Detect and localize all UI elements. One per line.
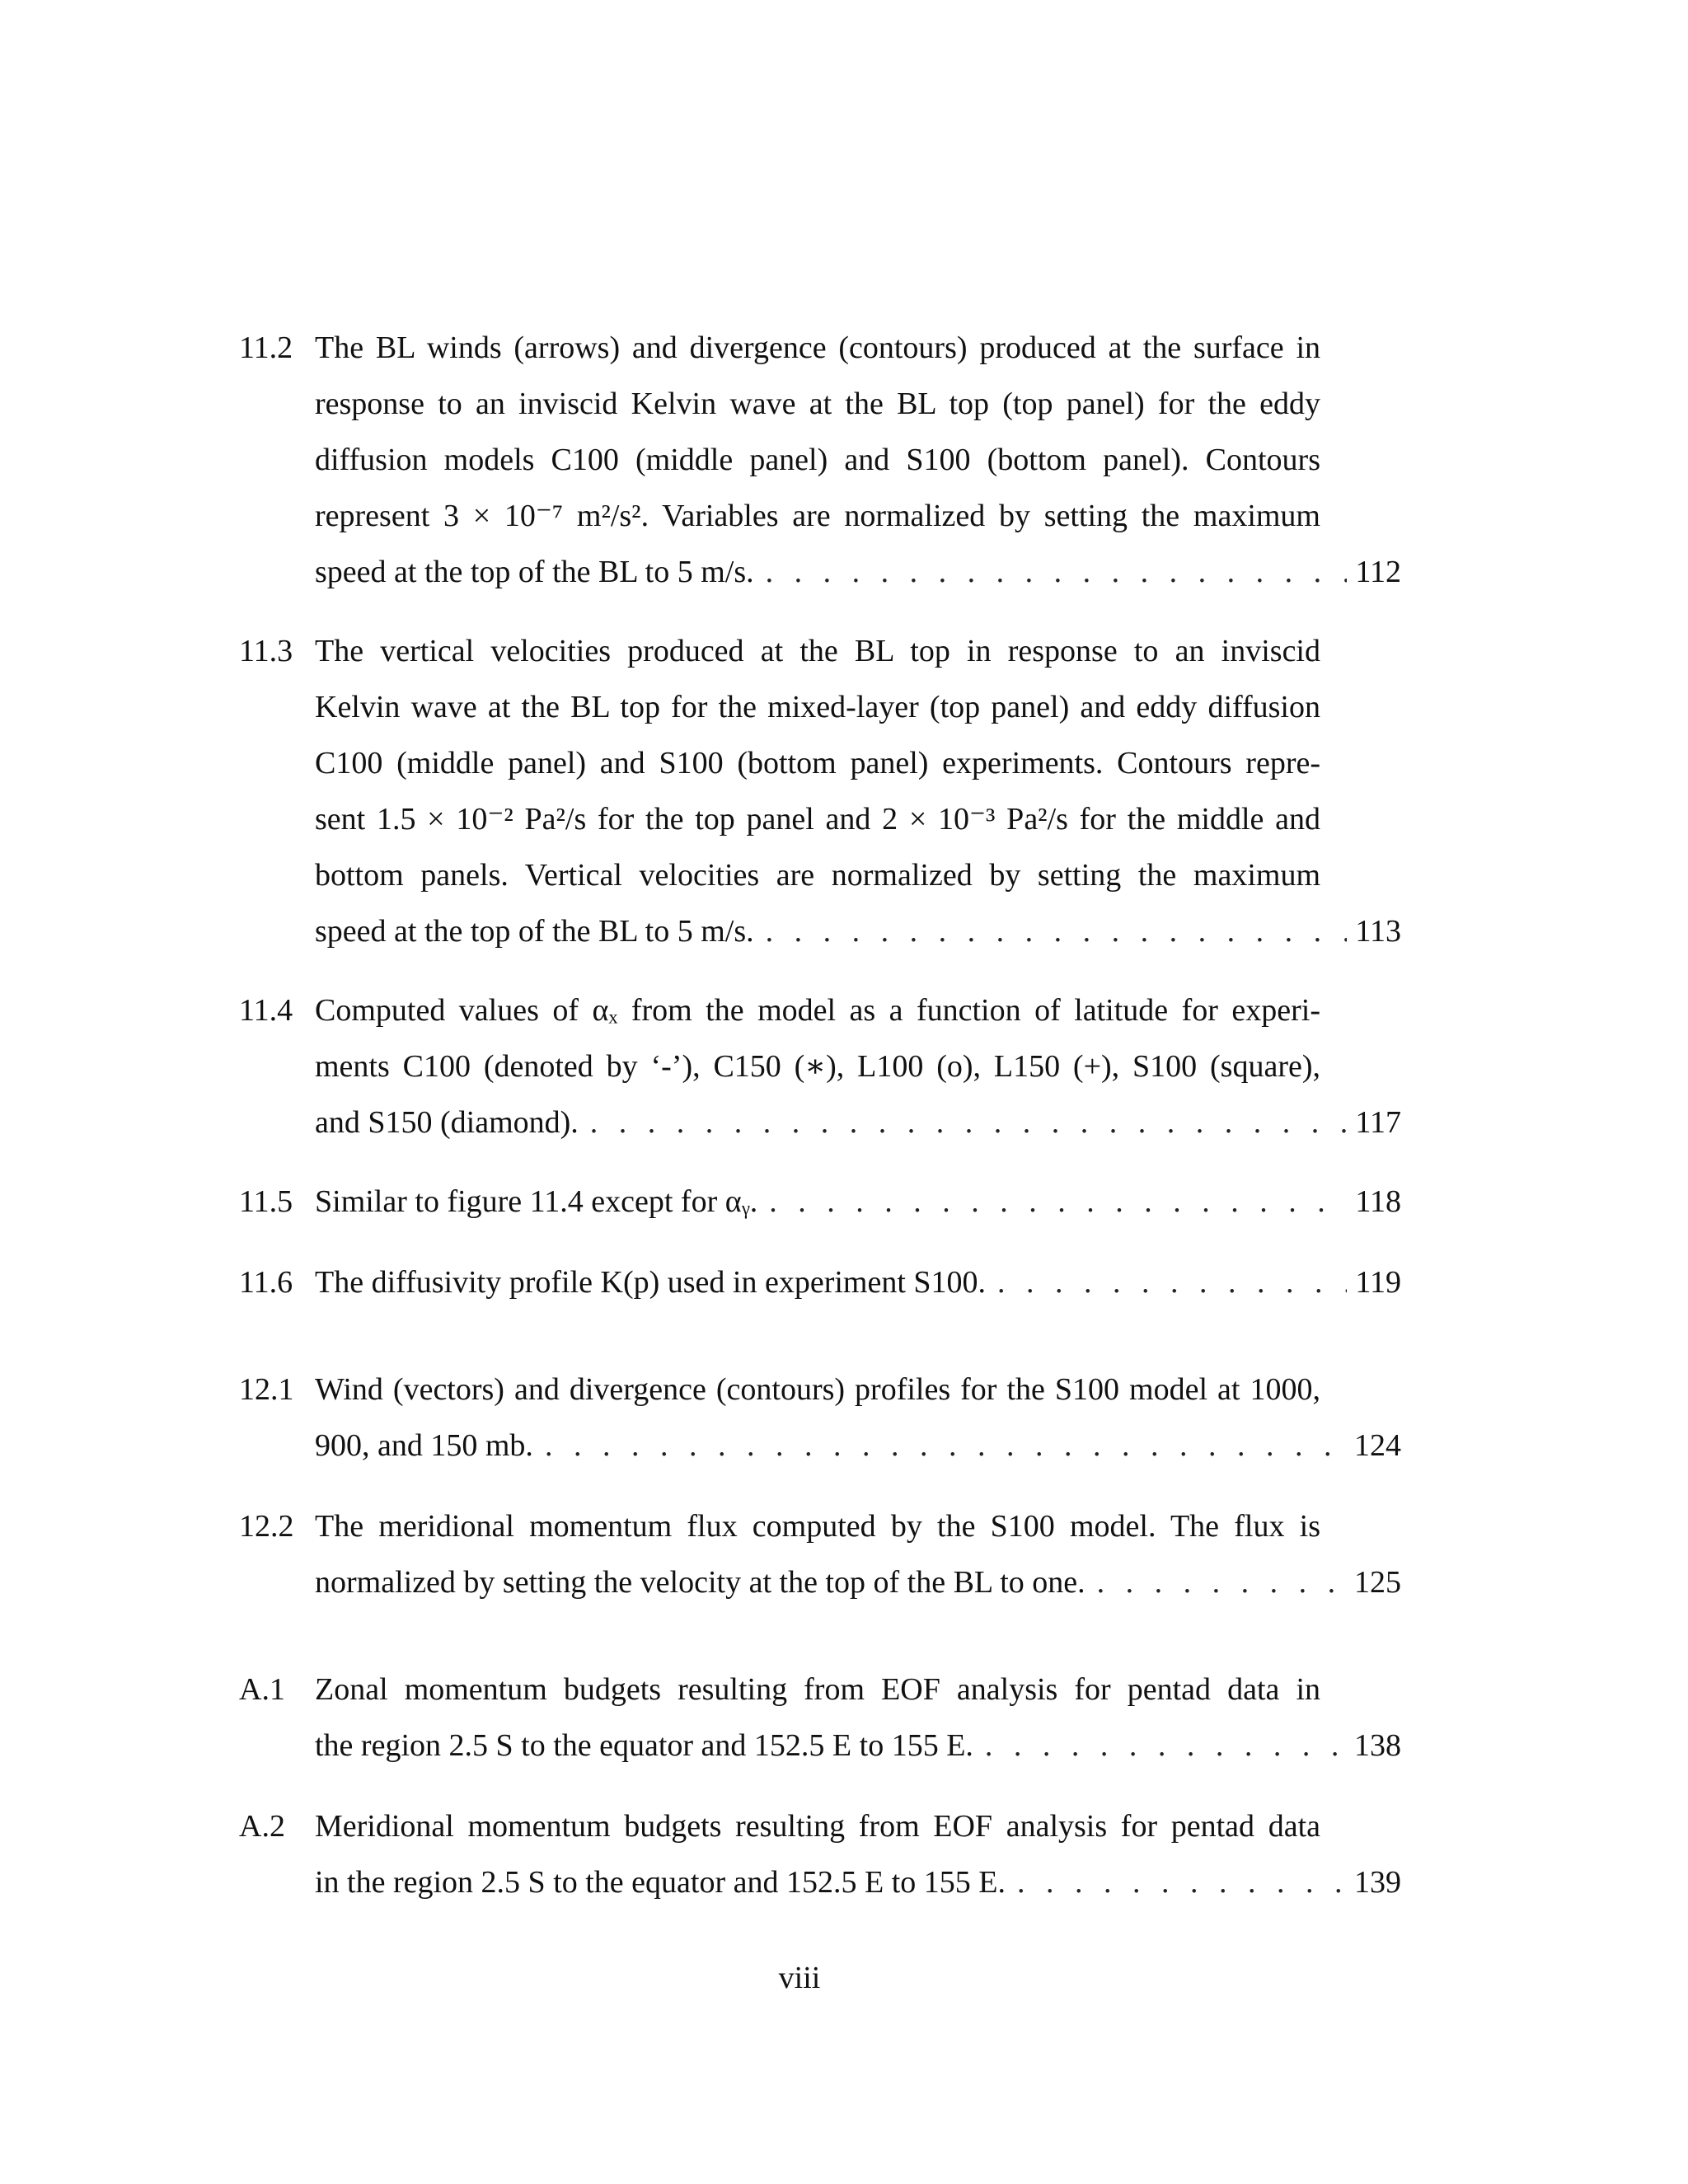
caption-line: diffusion models C100 (middle panel) and S100 (bottom panel). Contours	[315, 443, 1320, 477]
entry-line	[239, 1254, 1401, 1310]
entry-line	[239, 488, 1401, 544]
page-reference[interactable]: 112	[1355, 555, 1401, 589]
caption-last-line: normalized by setting the velocity at the top of the BL to one.	[315, 1565, 1085, 1600]
caption-last-line: and S150 (diamond).	[315, 1105, 579, 1140]
caption-last-line: speed at the top of the BL to 5 m/s.	[315, 914, 754, 949]
caption-line: response to an inviscid Kelvin wave at the BL top (top panel) for the eddy	[315, 387, 1320, 421]
list-of-figures-entry-11-2	[239, 320, 1401, 600]
dot-leader	[766, 544, 1348, 600]
list-of-figures-entry-11-6	[239, 1254, 1401, 1310]
entry-line	[239, 623, 1401, 679]
dot-leader	[997, 1254, 1347, 1310]
list-of-figures-entry-11-3	[239, 623, 1401, 959]
entry-line	[239, 376, 1401, 432]
caption-last-line: the region 2.5 S to the equator and 152.5 E to 155 E.	[315, 1728, 973, 1763]
entry-line	[239, 1854, 1401, 1910]
page-reference[interactable]: 113	[1355, 914, 1401, 949]
list-of-figures-entry-a-1	[239, 1661, 1401, 1774]
caption-last-line: speed at the top of the BL to 5 m/s.	[315, 555, 754, 589]
entry-line	[239, 544, 1401, 600]
caption-last-line: Similar to figure 11.4 except for αᵧ.	[315, 1184, 758, 1219]
caption-line: Zonal momentum budgets resulting from EOF analysis for pentad data in	[315, 1672, 1320, 1707]
entry-line	[239, 1418, 1401, 1474]
caption-last-line: in the region 2.5 S to the equator and 152.5 E to 155 E.	[315, 1865, 1006, 1900]
page-reference[interactable]: 118	[1355, 1184, 1401, 1219]
caption-line: Kelvin wave at the BL top for the mixed-layer (top panel) and eddy diffusion	[315, 690, 1320, 724]
caption-line: Meridional momentum budgets resulting from EOF analysis for pentad data	[315, 1809, 1320, 1844]
entry-line	[239, 1554, 1401, 1610]
dot-leader	[545, 1418, 1346, 1474]
dot-leader	[1097, 1554, 1346, 1610]
figure-number: 11.4	[239, 993, 293, 1028]
list-of-figures-entry-a-2	[239, 1798, 1401, 1910]
dot-leader	[769, 1174, 1347, 1230]
figure-number: A.1	[239, 1672, 285, 1707]
caption-line: ments C100 (denoted by ‘-’), C150 (∗), L100 (o), L150 (+), S100 (square),	[315, 1049, 1320, 1084]
dot-leader	[985, 1718, 1346, 1774]
entry-line	[239, 1094, 1401, 1151]
caption-line: sent 1.5 × 10⁻² Pa²/s for the top panel and 2 × 10⁻³ Pa²/s for the middle and	[315, 802, 1320, 837]
caption-line: The meridional momentum flux computed by the S100 model. The flux is	[315, 1509, 1320, 1544]
figure-number: 12.2	[239, 1509, 294, 1544]
figure-number: A.2	[239, 1809, 285, 1844]
figure-number: 11.3	[239, 634, 293, 668]
figure-number: 12.1	[239, 1372, 294, 1407]
list-of-figures-entry-12-2	[239, 1498, 1401, 1610]
caption-line: bottom panels. Vertical velocities are normalized by setting the maximum	[315, 858, 1320, 893]
dot-leader	[590, 1094, 1348, 1151]
entry-line	[239, 1361, 1401, 1418]
page-number: viii	[778, 1961, 821, 1995]
entry-line	[239, 679, 1401, 735]
list-of-figures-entry-11-5	[239, 1174, 1401, 1230]
entry-line	[239, 903, 1401, 959]
page-reference[interactable]: 138	[1354, 1728, 1401, 1763]
entry-line	[239, 791, 1401, 847]
entry-line	[239, 847, 1401, 903]
page-reference[interactable]: 119	[1355, 1265, 1401, 1300]
dot-leader	[766, 903, 1348, 959]
caption-line: C100 (middle panel) and S100 (bottom panel) experiments. Contours repre-	[315, 746, 1320, 780]
list-of-figures-entry-12-1	[239, 1361, 1401, 1474]
caption-line: The vertical velocities produced at the BL top in response to an inviscid	[315, 634, 1320, 668]
list-of-figures-entry-11-4	[239, 982, 1401, 1151]
page-reference[interactable]: 117	[1355, 1105, 1401, 1140]
entry-line	[239, 1718, 1401, 1774]
figure-number: 11.5	[239, 1184, 293, 1219]
entry-line	[239, 1174, 1401, 1230]
page-reference[interactable]: 124	[1354, 1428, 1401, 1463]
figure-number: 11.6	[239, 1265, 293, 1300]
entry-line	[239, 1498, 1401, 1554]
entry-line	[239, 320, 1401, 376]
caption-last-line: The diffusivity profile K(p) used in experiment S100.	[315, 1265, 987, 1300]
entry-line	[239, 735, 1401, 791]
dot-leader	[1017, 1854, 1346, 1910]
page-reference[interactable]: 125	[1354, 1565, 1401, 1600]
page-reference[interactable]: 139	[1354, 1865, 1401, 1900]
caption-line: Computed values of αₓ from the model as a function of latitude for experi-	[315, 993, 1320, 1028]
entry-line	[239, 432, 1401, 488]
entry-line	[239, 1798, 1401, 1854]
entry-line	[239, 982, 1401, 1038]
entry-line	[239, 1038, 1401, 1094]
figure-number: 11.2	[239, 330, 293, 365]
caption-line: Wind (vectors) and divergence (contours) profiles for the S100 model at 1000,	[315, 1372, 1320, 1407]
entry-line	[239, 1661, 1401, 1718]
caption-line: The BL winds (arrows) and divergence (contours) produced at the surface in	[315, 330, 1320, 365]
caption-last-line: 900, and 150 mb.	[315, 1428, 533, 1463]
caption-line: represent 3 × 10⁻⁷ m²/s². Variables are normalized by setting the maximum	[315, 499, 1320, 533]
